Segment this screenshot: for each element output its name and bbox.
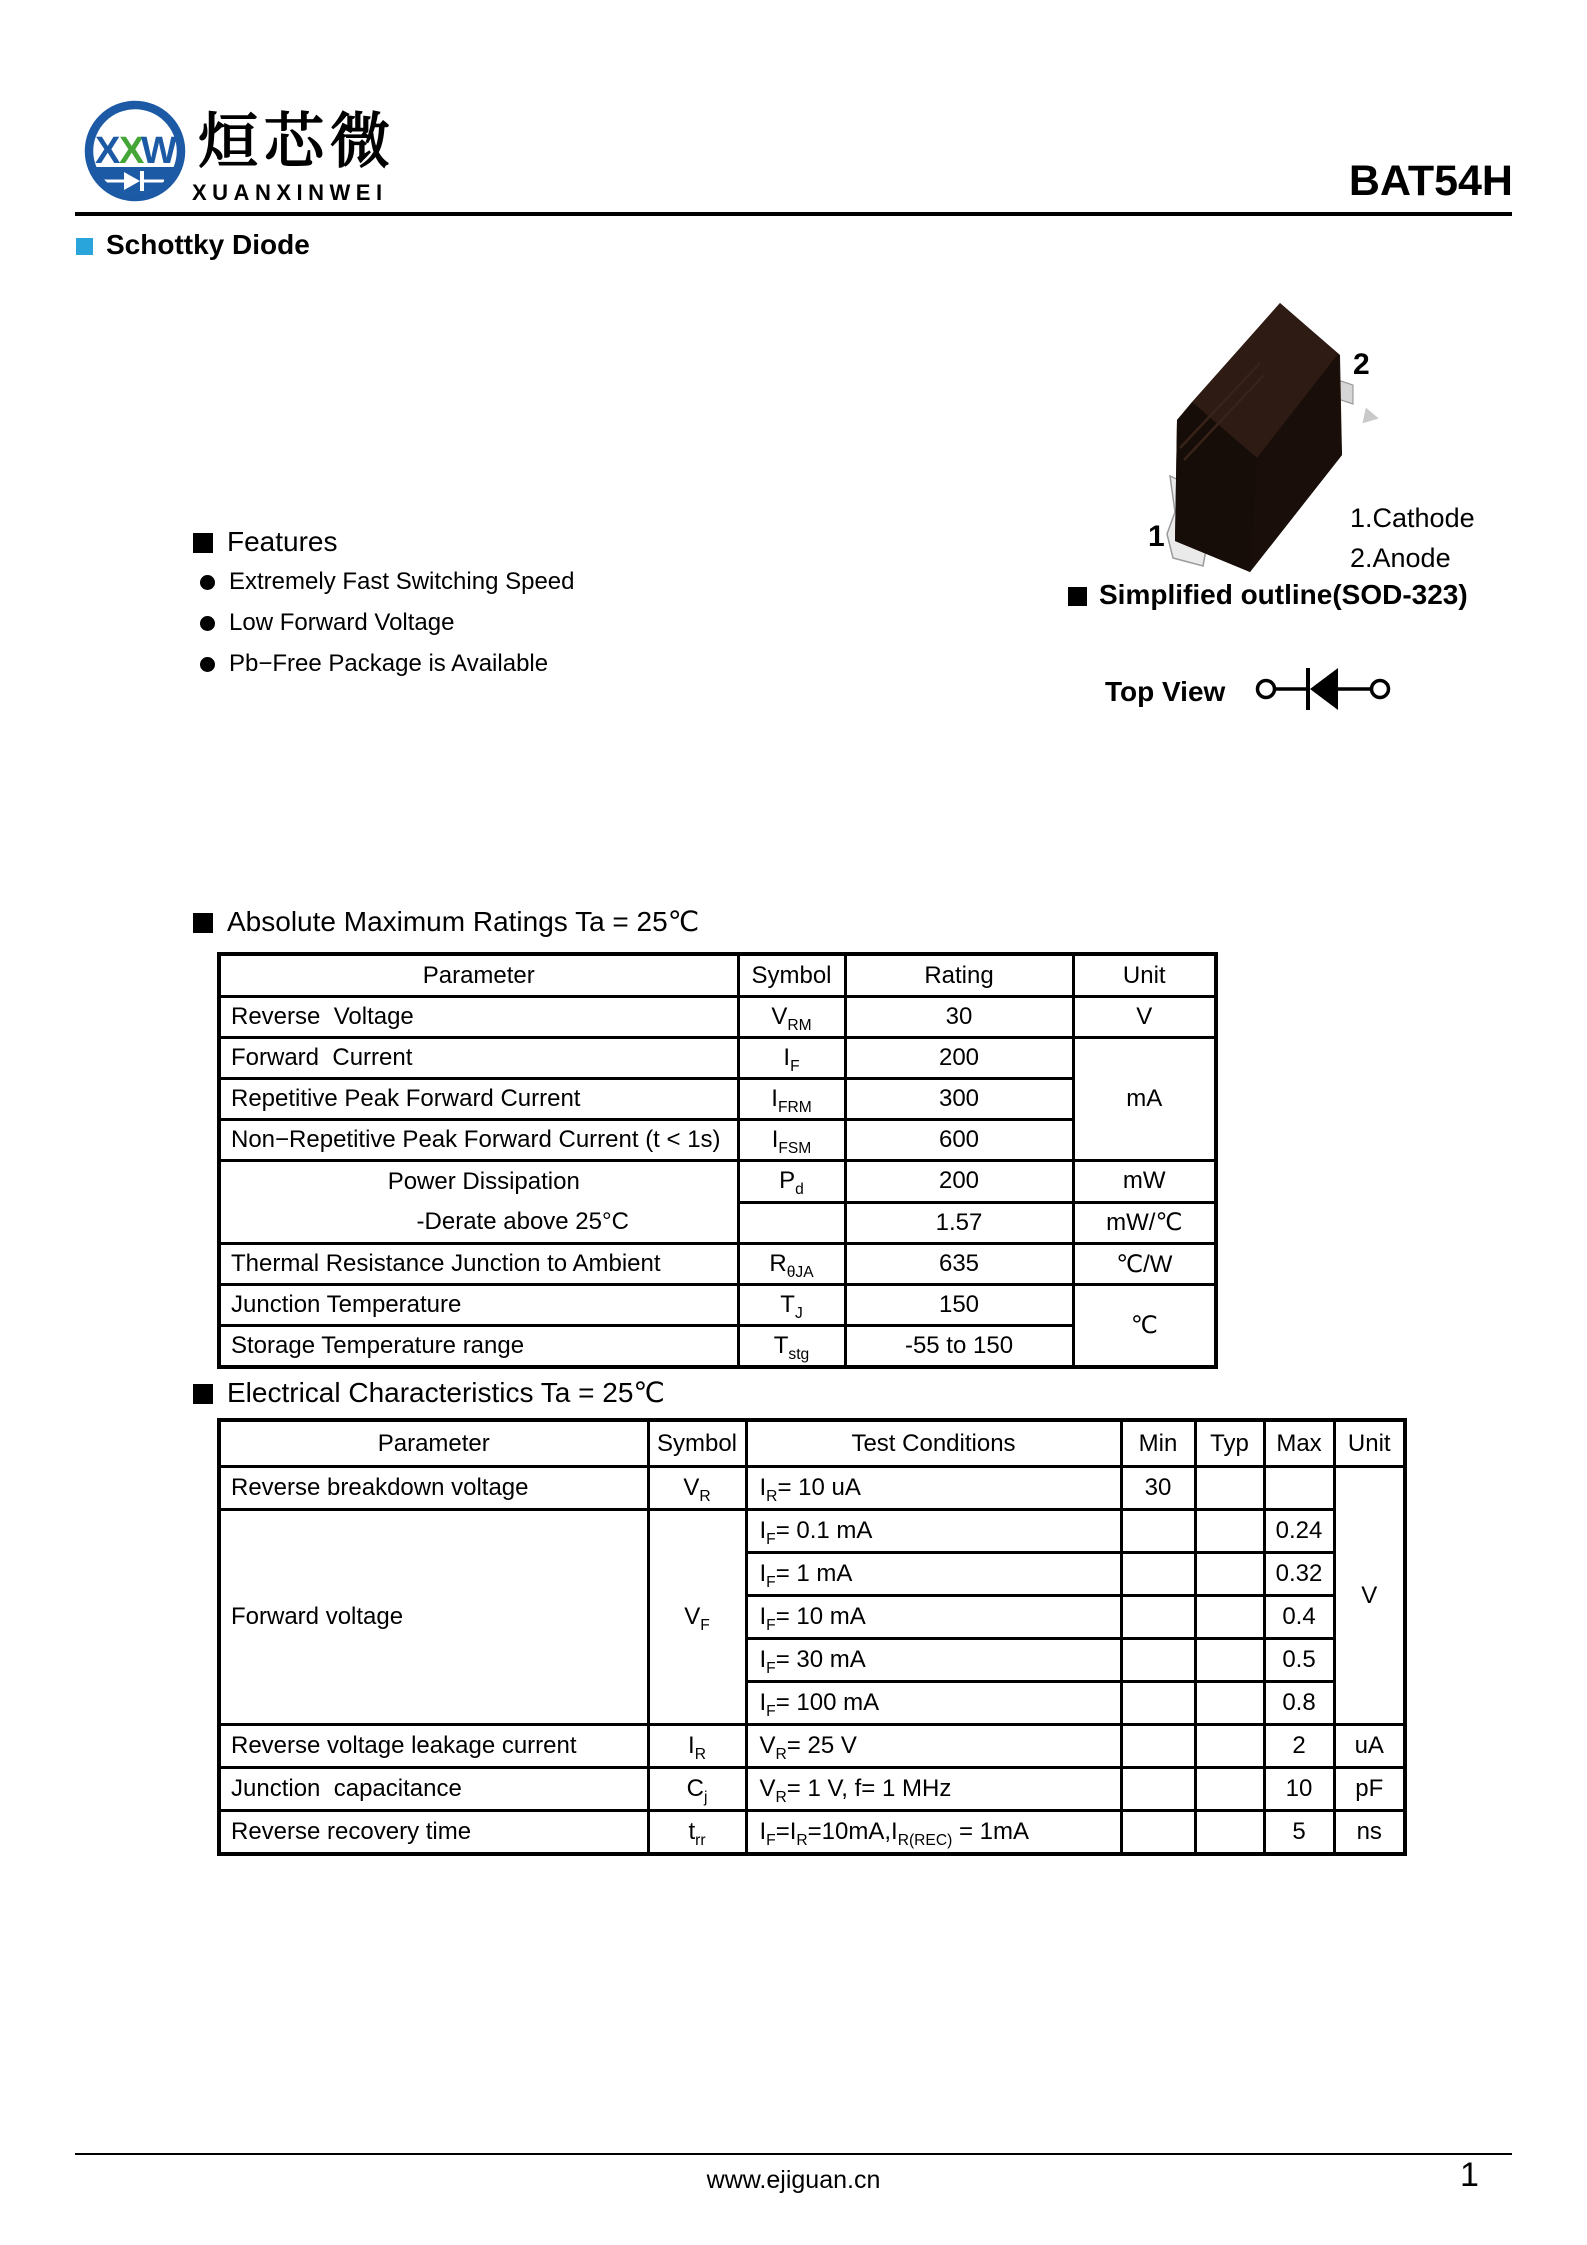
svg-text:X: X (119, 130, 145, 172)
cell-max: 0.32 (1264, 1553, 1334, 1596)
top-view-label: Top View (1105, 676, 1226, 707)
feature-item (200, 562, 574, 602)
package-photo (1140, 290, 1360, 590)
cell-typ (1195, 1725, 1264, 1768)
cell-parameter: Non−Repetitive Peak Forward Current (t < 1s) (219, 1120, 738, 1161)
bullet-dot-icon (200, 616, 215, 631)
cell-rating: 30 (845, 997, 1073, 1038)
black-square-bullet-icon (193, 913, 213, 933)
amr-section-heading (193, 905, 699, 938)
footer-rule (75, 2153, 1512, 2155)
brand-name-en: XUANXINWEI (192, 180, 388, 205)
cell-unit: pF (1334, 1768, 1405, 1811)
column-header: Symbol (738, 954, 845, 997)
column-header: Typ (1195, 1420, 1264, 1467)
cell-parameter (219, 1161, 738, 1244)
cell-symbol: $T_J$ (738, 1285, 845, 1326)
electrical-characteristics-table (217, 1418, 1407, 1856)
brand-name-cn: 烜芯微 (198, 108, 396, 175)
feature-item-label: Extremely Fast Switching Speed (229, 568, 575, 595)
cell-typ (1195, 1510, 1264, 1553)
cell-unit: mA (1073, 1038, 1216, 1161)
cell-typ (1195, 1811, 1264, 1855)
outline-heading-label: Simplified outline(SOD-323) (1099, 579, 1468, 610)
cell-rating: 1.57 (845, 1202, 1073, 1244)
cell-max: 0.5 (1264, 1639, 1334, 1682)
features-heading (193, 526, 338, 558)
cell-symbol (738, 1202, 845, 1244)
cell-condition: $V_R= 25$ V (746, 1725, 1121, 1768)
pin1-label: 1 (1148, 520, 1165, 553)
bullet-dot-icon (200, 657, 215, 672)
column-header: Unit (1334, 1420, 1405, 1467)
absolute-maximum-ratings-table (217, 952, 1218, 1369)
cell-parameter: Reverse recovery time (219, 1811, 648, 1855)
outline-heading (1068, 579, 1468, 611)
cell-unit: ℃ (1073, 1285, 1216, 1368)
cell-min (1121, 1811, 1195, 1855)
pin-legend-anode: 2.Anode (1350, 543, 1451, 573)
ec-heading-label: Electrical Characteristics Ta = 25℃ (227, 1377, 665, 1408)
cell-typ (1195, 1553, 1264, 1596)
cell-condition: $I_R= 10$ uA (746, 1467, 1121, 1510)
cell-unit: mW/℃ (1073, 1202, 1216, 1244)
part-number-title: BAT54H (1348, 157, 1513, 205)
cell-parameter: Thermal Resistance Junction to Ambient (219, 1244, 738, 1285)
table-row (219, 1244, 1216, 1285)
table-row (219, 1285, 1216, 1326)
column-header: Rating (845, 954, 1073, 997)
product-heading (76, 229, 310, 261)
page-number: 1 (1460, 2156, 1479, 2194)
cell-max: 0.8 (1264, 1682, 1334, 1725)
cell-typ (1195, 1682, 1264, 1725)
table-row (219, 1467, 1405, 1510)
black-square-bullet-icon (1068, 587, 1087, 606)
cell-condition: $I_F=I_R=10mA,I_{R(REC)} = 1mA$ (746, 1811, 1121, 1855)
cell-condition: $V_R= 1$ V, f= 1 MHz (746, 1768, 1121, 1811)
table-row (219, 1510, 1405, 1553)
cell-rating: 200 (845, 1038, 1073, 1079)
cell-min (1121, 1510, 1195, 1553)
column-header: Parameter (219, 954, 738, 997)
cell-symbol: $P_d$ (738, 1161, 845, 1203)
blue-square-bullet-icon (76, 238, 93, 255)
cell-rating: 635 (845, 1244, 1073, 1285)
svg-text:X: X (95, 130, 121, 172)
cell-rating: 300 (845, 1079, 1073, 1120)
bullet-dot-icon (200, 575, 215, 590)
column-header: Parameter (219, 1420, 648, 1467)
cell-rating: 150 (845, 1285, 1073, 1326)
product-heading-label: Schottky Diode (106, 229, 310, 260)
cell-symbol: $V_F$ (648, 1510, 746, 1725)
cell-parameter: Storage Temperature range (219, 1326, 738, 1368)
column-header: Max (1264, 1420, 1334, 1467)
column-header: Symbol (648, 1420, 746, 1467)
parameter-line: Power Dissipation (387, 1168, 580, 1195)
table-row (219, 1038, 1216, 1079)
cell-min (1121, 1725, 1195, 1768)
pin2-label: 2 (1353, 348, 1370, 381)
feature-item (200, 603, 454, 643)
header-rule (75, 212, 1512, 216)
cell-symbol: $I_{FRM}$ (738, 1079, 845, 1120)
table-row (219, 1326, 1216, 1368)
cell-unit: uA (1334, 1725, 1405, 1768)
cell-symbol: $I_{FSM}$ (738, 1120, 845, 1161)
table-row (219, 997, 1216, 1038)
column-header: Min (1121, 1420, 1195, 1467)
ec-section-heading (193, 1376, 665, 1409)
cell-typ (1195, 1639, 1264, 1682)
cell-unit: ℃/W (1073, 1244, 1216, 1285)
cell-min (1121, 1553, 1195, 1596)
svg-text:W: W (141, 130, 177, 172)
cell-parameter: Junction Temperature (219, 1285, 738, 1326)
cell-max: 0.4 (1264, 1596, 1334, 1639)
column-header: Test Conditions (746, 1420, 1121, 1467)
cell-symbol: $I_R$ (648, 1725, 746, 1768)
cell-symbol: $V_R$ (648, 1467, 746, 1510)
cell-symbol: $V_{RM}$ (738, 997, 845, 1038)
cell-condition: $I_F= 100$ mA (746, 1682, 1121, 1725)
cell-typ (1195, 1596, 1264, 1639)
feature-item (200, 644, 548, 684)
table-row (219, 1079, 1216, 1120)
cell-parameter: Junction capacitance (219, 1768, 648, 1811)
table-header-row (219, 1420, 1405, 1467)
cell-min (1121, 1768, 1195, 1811)
pin-legend-cathode: 1.Cathode (1350, 503, 1475, 533)
cell-parameter: Reverse voltage leakage current (219, 1725, 648, 1768)
cell-condition: $I_F= 30$ mA (746, 1639, 1121, 1682)
cell-parameter: Reverse Voltage (219, 997, 738, 1038)
cell-min (1121, 1639, 1195, 1682)
cell-condition: $I_F= 0.1$ mA (746, 1510, 1121, 1553)
table-header-row (219, 954, 1216, 997)
feature-item-label: Pb−Free Package is Available (229, 650, 549, 677)
cell-condition: $I_F= 1$ mA (746, 1553, 1121, 1596)
column-header: Unit (1073, 954, 1216, 997)
company-logo-icon (78, 100, 192, 202)
feature-item-label: Low Forward Voltage (229, 609, 455, 636)
diode-symbol-icon (1252, 664, 1404, 714)
cell-max: 5 (1264, 1811, 1334, 1855)
amr-heading-label: Absolute Maximum Ratings Ta = 25℃ (227, 906, 700, 937)
cell-parameter: Repetitive Peak Forward Current (219, 1079, 738, 1120)
cell-symbol: $T_{stg}$ (738, 1326, 845, 1368)
cell-symbol: $R_{\theta JA}$ (738, 1244, 845, 1285)
features-heading-label: Features (227, 526, 338, 557)
table-row (219, 1161, 1216, 1203)
black-square-bullet-icon (193, 1384, 213, 1404)
cell-symbol: $C_j$ (648, 1768, 746, 1811)
table-row (219, 1811, 1405, 1855)
black-square-bullet-icon (193, 533, 213, 553)
pin-legend (1350, 498, 1475, 578)
cell-unit: mW (1073, 1161, 1216, 1203)
cell-condition: $I_F= 10$ mA (746, 1596, 1121, 1639)
table-row (219, 1768, 1405, 1811)
cell-max: 0.24 (1264, 1510, 1334, 1553)
cell-typ (1195, 1768, 1264, 1811)
cell-unit: ns (1334, 1811, 1405, 1855)
cell-symbol: $t_{rr}$ (648, 1811, 746, 1855)
cell-unit: V (1073, 997, 1216, 1038)
table-row (219, 1725, 1405, 1768)
cell-parameter: Forward voltage (219, 1510, 648, 1725)
cell-rating: 200 (845, 1161, 1073, 1203)
cell-min (1121, 1596, 1195, 1639)
cell-symbol: $I_F$ (738, 1038, 845, 1079)
cell-typ (1195, 1467, 1264, 1510)
cell-max: 10 (1264, 1768, 1334, 1811)
table-row (219, 1120, 1216, 1161)
cell-parameter: Reverse breakdown voltage (219, 1467, 648, 1510)
footer-website: www.ejiguan.cn (706, 2166, 881, 2194)
cell-unit: V (1334, 1467, 1405, 1725)
cell-rating: 600 (845, 1120, 1073, 1161)
cell-parameter: Forward Current (219, 1038, 738, 1079)
cell-min: 30 (1121, 1467, 1195, 1510)
cursor-arrow-icon (1363, 408, 1381, 427)
cell-max (1264, 1467, 1334, 1510)
cell-min (1121, 1682, 1195, 1725)
cell-max: 2 (1264, 1725, 1334, 1768)
cell-rating: -55 to 150 (845, 1326, 1073, 1368)
parameter-line: -Derate above 25°C (416, 1208, 629, 1235)
